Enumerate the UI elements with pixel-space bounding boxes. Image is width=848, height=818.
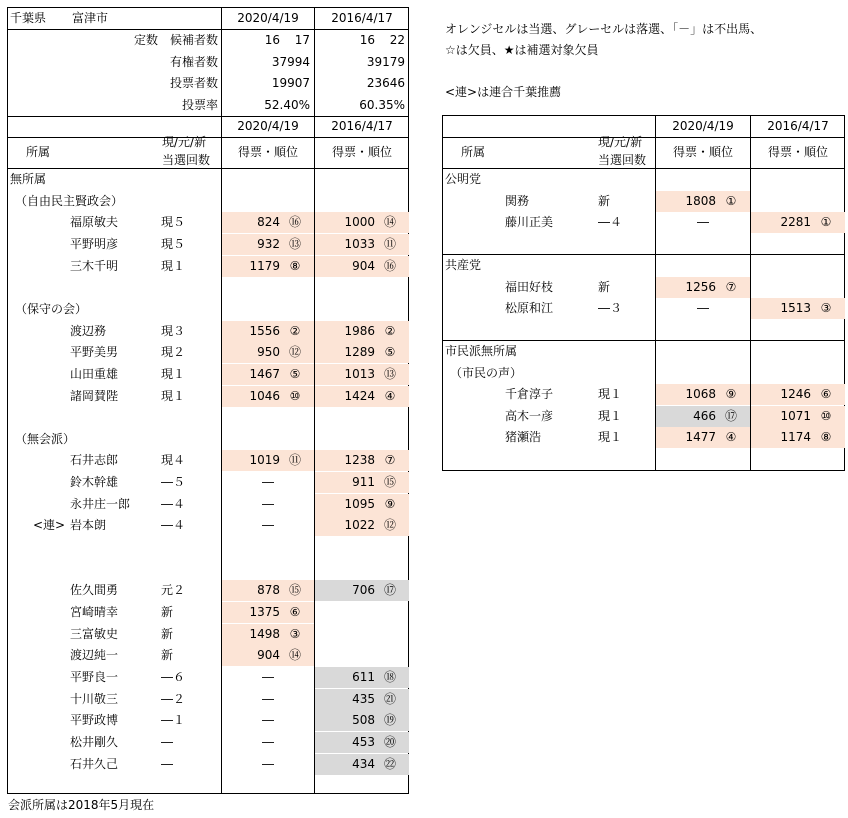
rank-badge: ②: [289, 323, 301, 338]
candidate-name: 平野良一: [70, 669, 119, 684]
vote-count: 1477: [685, 430, 716, 444]
rank-badge: ⑫: [288, 345, 301, 360]
candidate-name: 関務: [505, 193, 530, 208]
date-2020-subheader: 2020/4/19: [237, 119, 299, 133]
legend-note-line: <連>は連合千葉推薦: [445, 85, 562, 99]
vote-count: 1174: [780, 430, 811, 444]
candidate-name: 鈴木幹雄: [70, 475, 119, 490]
candidate-status: ―: [161, 756, 173, 771]
candidate-status: 現２: [161, 345, 186, 360]
rank-badge: ⑮: [288, 583, 301, 598]
right-date-2020: 2020/4/19: [672, 119, 734, 133]
rank-badge: ⑯: [383, 258, 396, 273]
candidate-name: 諸岡賛陛: [70, 388, 119, 403]
rank-badge: ㉒: [383, 756, 396, 771]
candidate-status: ―１: [161, 713, 186, 728]
stat-old: 39179: [366, 54, 405, 69]
stat-label-a: 定数: [133, 33, 158, 47]
date-2016-header: 2016/4/17: [331, 11, 393, 25]
vote-count: 1000: [344, 215, 375, 230]
rank-badge: ⑱: [383, 669, 396, 684]
rank-badge: ⑤: [289, 366, 301, 381]
candidate-name: 福原敏夫: [70, 215, 119, 230]
candidate-status: 現１: [161, 366, 186, 381]
candidate-status: 現３: [161, 323, 186, 338]
candidate-name: 松原和江: [505, 301, 554, 315]
rank-badge: ⑫: [383, 518, 396, 533]
rank-badge: ⑩: [820, 408, 832, 423]
candidate-status: 現５: [161, 236, 186, 251]
not-running-mark: ―: [697, 301, 709, 315]
right-date-2016: 2016/4/17: [767, 119, 829, 133]
vote-count: 1289: [344, 345, 375, 360]
vote-count: 1238: [344, 453, 375, 468]
not-running-mark: ―: [697, 215, 709, 229]
candidate-name: 宮崎晴幸: [70, 605, 119, 619]
vote-count: 1068: [685, 387, 716, 401]
vote-count: 2281: [780, 215, 811, 229]
stat-new: 19907: [271, 76, 310, 90]
rank-badge: ⑤: [384, 345, 396, 360]
candidate-status: 新: [598, 279, 611, 294]
right-col-votes-2020: 得票・順位: [672, 145, 733, 159]
not-running-mark: ―: [262, 756, 274, 771]
rank-badge: ②: [384, 323, 396, 338]
candidate-name: 猪瀬浩: [505, 430, 542, 444]
candidate-name: 石井志郎: [70, 453, 119, 468]
stat-new: 52.40%: [264, 97, 310, 112]
rank-badge: ⑩: [289, 388, 301, 403]
affiliation-group: 市民派無所属: [445, 344, 518, 358]
rank-badge: ④: [384, 388, 396, 403]
prefecture-label: 千葉県: [10, 11, 47, 25]
candidate-status: ―６: [161, 669, 186, 684]
affiliation-group: 公明党: [445, 172, 482, 186]
vote-count: 911: [352, 475, 375, 490]
candidate-status: ―４: [598, 215, 623, 229]
affiliation-group: 無所属: [10, 172, 47, 186]
candidate-status: ―３: [598, 301, 623, 315]
affiliation-group: 共産党: [445, 258, 482, 272]
candidate-name: 藤川正美: [505, 215, 554, 229]
candidate-status: 新: [598, 193, 611, 208]
not-running-mark: ―: [262, 496, 274, 511]
candidate-status: 新: [161, 648, 174, 663]
candidate-name: 松井剛久: [70, 734, 119, 749]
rank-badge: ⑦: [384, 453, 396, 468]
candidate-status: ―４: [161, 496, 186, 511]
rank-badge: ⑭: [288, 648, 301, 663]
candidate-name: 平野美男: [70, 345, 119, 360]
candidate-name: 三木千明: [70, 258, 119, 273]
affiliation-group: （市民の声）: [450, 365, 523, 380]
right-col-wins: 当選回数: [598, 153, 647, 167]
vote-count: 1498: [249, 626, 280, 641]
rank-badge: ⑥: [820, 387, 832, 401]
candidate-status: ―: [161, 734, 173, 749]
stat-old: 23646: [366, 76, 405, 90]
candidate-name: 平野明彦: [70, 236, 119, 251]
candidate-name: 石井久己: [70, 756, 119, 771]
vote-count: 932: [257, 236, 280, 251]
vote-count: 1013: [344, 366, 375, 381]
vote-count: 1246: [780, 387, 811, 401]
vote-count: 508: [352, 713, 375, 728]
candidate-status: 現５: [161, 215, 186, 230]
rank-badge: ①: [725, 193, 737, 208]
stat-new-b: 17: [294, 33, 310, 47]
rank-badge: ⑬: [383, 366, 396, 381]
vote-count: 1019: [249, 453, 280, 468]
vote-count: 1046: [249, 388, 280, 403]
vote-count: 1256: [685, 279, 716, 294]
col-votes-2020: 得票・順位: [237, 145, 298, 159]
not-running-mark: ―: [262, 518, 274, 533]
vote-count: 453: [352, 734, 375, 749]
rank-badge: ⑧: [289, 258, 301, 273]
rank-badge: ㉑: [383, 691, 396, 706]
rank-badge: ⑪: [288, 453, 301, 468]
rank-badge: ⑪: [383, 236, 396, 251]
candidate-status: ―４: [161, 518, 186, 533]
vote-count: 466: [693, 408, 716, 423]
vote-count: 434: [352, 756, 375, 771]
candidate-status: 現４: [161, 453, 186, 468]
candidate-status: 元２: [161, 583, 186, 598]
affiliation-group: （無会派）: [15, 431, 76, 446]
vote-count: 435: [352, 691, 375, 706]
vote-count: 1986: [344, 323, 375, 338]
city-label: 富津市: [72, 11, 109, 25]
candidate-status: 現１: [598, 430, 623, 444]
candidate-name: 渡辺純一: [70, 648, 119, 663]
vote-count: 1071: [780, 408, 811, 423]
vote-count: 824: [257, 215, 280, 230]
stat-label: 候補者数: [169, 33, 218, 47]
col-votes-2016: 得票・順位: [331, 145, 392, 159]
candidate-name: 永井庄一郎: [70, 496, 131, 511]
vote-count: 904: [352, 258, 375, 273]
legend-note-line: ☆は欠員、★は補選対象欠員: [445, 43, 599, 57]
not-running-mark: ―: [262, 475, 274, 490]
rank-badge: ③: [289, 626, 301, 641]
candidate-status: 現１: [161, 258, 186, 273]
rank-badge: ⑮: [383, 475, 396, 490]
not-running-mark: ―: [262, 691, 274, 706]
vote-count: 1375: [249, 605, 280, 619]
candidate-name: 平野政博: [70, 713, 119, 728]
vote-count: 878: [257, 583, 280, 598]
vote-count: 706: [352, 583, 375, 598]
stat-old-b: 22: [389, 33, 405, 47]
vote-count: 611: [352, 669, 375, 684]
candidate-name: 三富敏史: [70, 626, 119, 641]
right-col-votes-2016: 得票・順位: [767, 145, 828, 159]
date-2020-header: 2020/4/19: [237, 11, 299, 25]
right-col-status: 現/元/新: [598, 135, 643, 149]
stat-label: 投票者数: [169, 76, 218, 90]
rank-badge: ⑨: [725, 387, 737, 401]
vote-count: 1556: [249, 323, 280, 338]
rank-badge: ⑳: [383, 734, 396, 749]
rengo-mark: <連>: [33, 518, 66, 533]
candidate-name: 岩本朗: [70, 518, 107, 533]
rank-badge: ③: [820, 301, 832, 315]
stat-label: 投票率: [181, 97, 218, 112]
candidate-status: 新: [161, 605, 174, 619]
stat-new: 37994: [271, 54, 310, 69]
rank-badge: ⑨: [384, 496, 396, 511]
candidate-status: ―５: [161, 475, 186, 490]
stat-old-a: 16: [359, 33, 375, 47]
candidate-name: 佐久間勇: [70, 583, 119, 598]
legend-note-line: オレンジセルは当選、グレーセルは落選、「－」は不出馬、: [445, 22, 763, 36]
vote-count: 1179: [249, 258, 280, 273]
col-affiliation: 所属: [26, 145, 51, 159]
vote-count: 1424: [344, 388, 375, 403]
vote-count: 1513: [780, 301, 811, 315]
date-2016-subheader: 2016/4/17: [331, 119, 393, 133]
rank-badge: ①: [820, 215, 832, 229]
vote-count: 1095: [344, 496, 375, 511]
col-wins: 当選回数: [162, 153, 211, 167]
candidate-status: 新: [161, 626, 174, 641]
candidate-status: 現１: [598, 408, 623, 423]
candidate-name: 渡辺務: [70, 323, 107, 338]
vote-count: 950: [257, 345, 280, 360]
rank-badge: ⑲: [383, 713, 396, 728]
vote-count: 1022: [344, 518, 375, 533]
stat-new-a: 16: [264, 33, 280, 47]
rank-badge: ⑬: [288, 236, 301, 251]
candidate-name: 十川敬三: [70, 691, 119, 706]
not-running-mark: ―: [262, 669, 274, 684]
not-running-mark: ―: [262, 734, 274, 749]
affiliation-group: （自由民主賢政会）: [15, 193, 124, 208]
not-running-mark: ―: [262, 713, 274, 728]
vote-count: 904: [257, 648, 280, 663]
rank-badge: ⑰: [724, 408, 737, 423]
stat-old: 60.35%: [359, 97, 405, 112]
right-col-affiliation: 所属: [461, 145, 486, 159]
candidate-name: 福田好枝: [505, 279, 554, 294]
candidate-status: 現１: [161, 388, 186, 403]
stat-label: 有権者数: [169, 54, 218, 69]
rank-badge: ⑧: [820, 430, 832, 444]
candidate-status: 現１: [598, 387, 623, 401]
rank-badge: ⑦: [725, 279, 737, 294]
rank-badge: ⑥: [289, 605, 301, 619]
affiliation-group: （保守の会）: [15, 301, 88, 316]
vote-count: 1033: [344, 236, 375, 251]
candidate-name: 千倉淳子: [505, 387, 554, 401]
vote-count: 1467: [249, 366, 280, 381]
rank-badge: ⑭: [383, 215, 396, 230]
candidate-status: ―２: [161, 691, 186, 706]
col-status: 現/元/新: [162, 135, 207, 149]
rank-badge: ⑯: [288, 215, 301, 230]
rank-badge: ⑰: [383, 583, 396, 598]
footnote: 会派所属は2018年5月現在: [8, 798, 155, 812]
candidate-name: 山田重雄: [70, 366, 119, 381]
vote-count: 1808: [685, 193, 716, 208]
rank-badge: ④: [725, 430, 737, 444]
candidate-name: 高木一彦: [505, 408, 554, 423]
